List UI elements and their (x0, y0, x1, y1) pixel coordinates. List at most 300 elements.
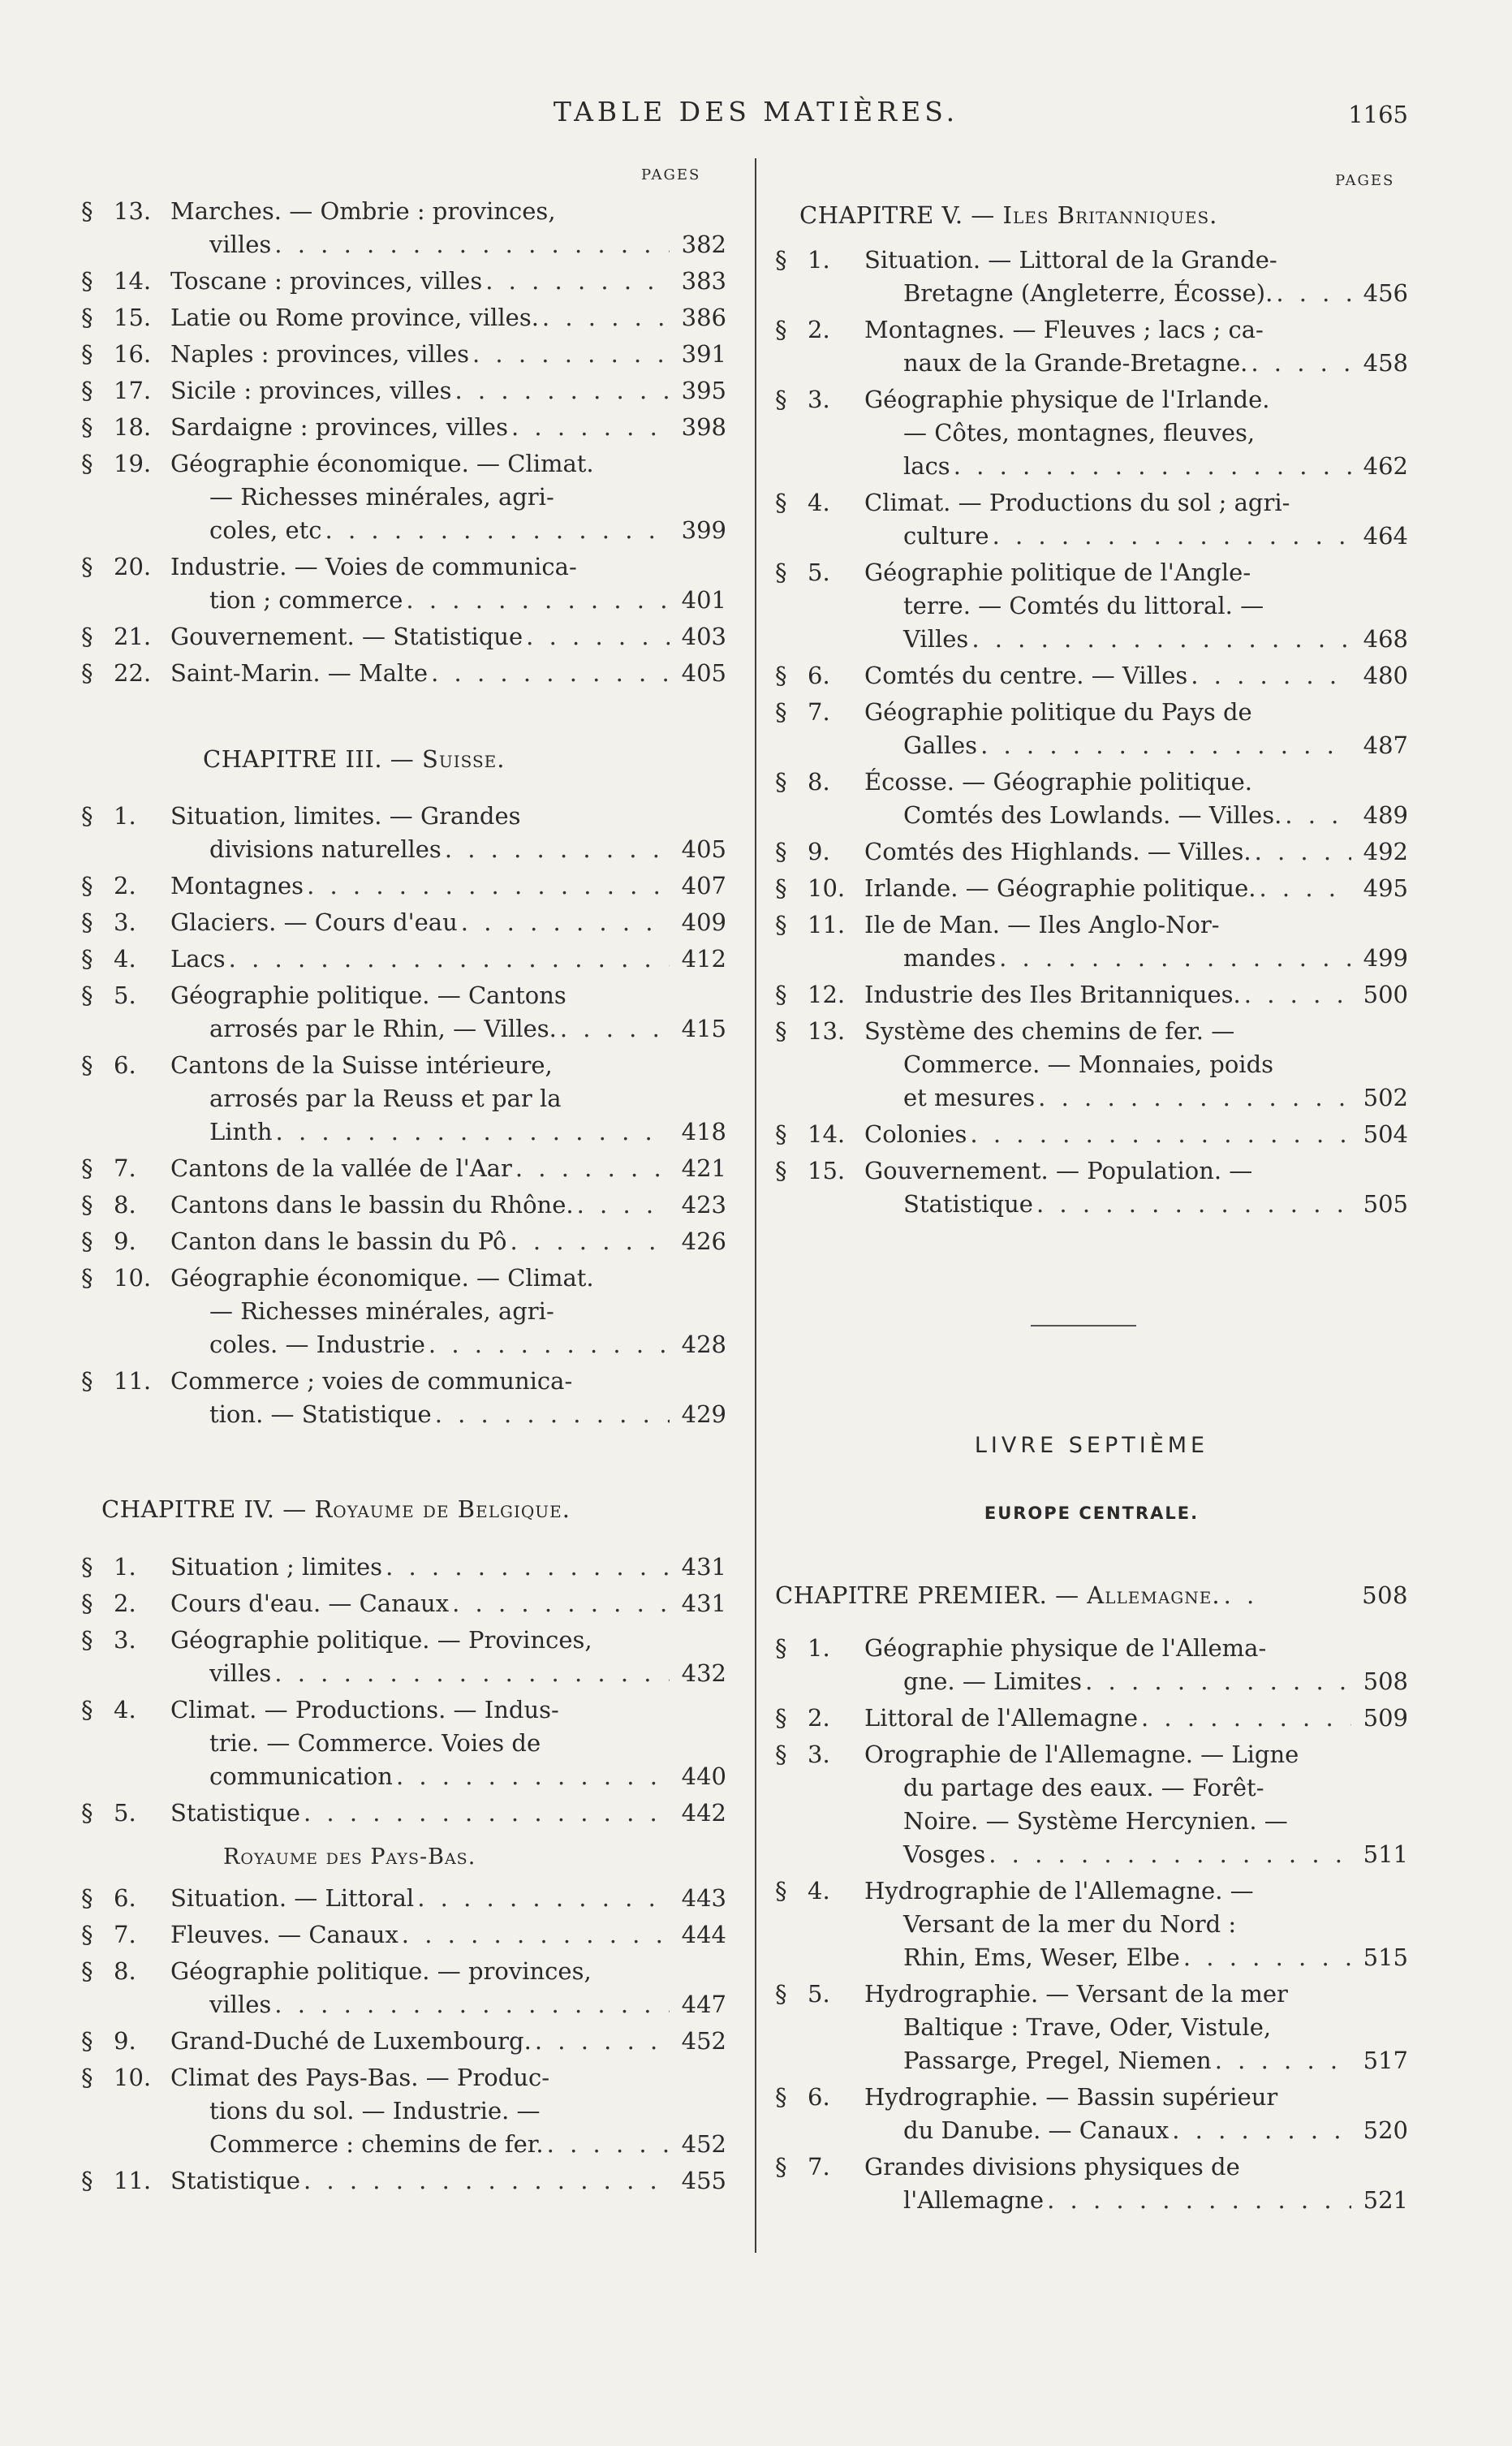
section-mark: § (81, 659, 93, 687)
section-mark: § (81, 2064, 93, 2091)
entry-line: du partage des eaux. — Forêt- (903, 1774, 1264, 1801)
section-number: 10. (114, 2064, 152, 2091)
running-title: TABLE DES MATIÈRES. (553, 96, 959, 127)
entry-line: coles. — Industrie (209, 1331, 425, 1358)
leader-dots (977, 729, 1351, 762)
section-mark: § (775, 1704, 787, 1732)
page-ref: 431 (681, 1590, 726, 1617)
entry-line: Situation. — Littoral (170, 1884, 415, 1912)
entry-text (170, 1551, 726, 1584)
entry-line: Hydrographie de l'Allemagne. — (864, 1877, 1254, 1905)
entry-text (864, 659, 1408, 692)
entry-text (864, 1874, 1408, 1974)
entry-line: Littoral de l'Allemagne (864, 1704, 1138, 1732)
toc-entry (81, 1551, 726, 1584)
section-number: 19. (114, 450, 152, 477)
chapter-heading-belgique: CHAPITRE IV. — Royaume de Belgique. (101, 1495, 571, 1523)
pages-label-right: PAGES (1335, 172, 1395, 189)
section-number: 21. (114, 623, 152, 650)
page-ref: 464 (1363, 522, 1408, 550)
entry-line: Climat des Pays-Bas. — Produc- (170, 2064, 550, 2091)
entry-line: Grand-Duché de Luxembourg. (170, 2027, 532, 2055)
toc-entry (775, 908, 1408, 975)
leader-dots (1035, 1081, 1351, 1115)
chapter-heading-suisse: CHAPITRE III. — Suisse. (203, 745, 506, 773)
entry-text (170, 301, 726, 334)
entry-line: lacs (903, 452, 950, 480)
page-ref: 426 (681, 1227, 726, 1255)
entry-text (170, 1693, 726, 1793)
page-ref: 468 (1363, 625, 1408, 653)
section-mark: § (775, 838, 787, 865)
page-ref: 399 (681, 516, 726, 544)
toc-entry (775, 1154, 1408, 1221)
leader-dots (393, 1760, 670, 1793)
page-ref: 499 (1363, 944, 1408, 972)
entry-text (864, 1632, 1408, 1698)
leader-dots (414, 1882, 670, 1915)
entry-text (170, 1918, 726, 1952)
section-mark: § (775, 246, 787, 274)
section-number: 3. (114, 1626, 136, 1654)
leader-dots (300, 2164, 670, 2198)
section-mark: § (775, 316, 787, 343)
leader-dots (1241, 978, 1351, 1012)
entry-line: Cantons dans le bassin du Rhône. (170, 1191, 574, 1219)
page-number: 1165 (1348, 101, 1408, 128)
toc-entry (81, 1365, 726, 1431)
leader-dots (271, 1988, 670, 2021)
entry-text (170, 1049, 726, 1149)
page-ref: 405 (681, 659, 726, 687)
entry-text (170, 1587, 726, 1620)
section-mark: § (775, 2083, 787, 2111)
section-number: 11. (114, 2167, 152, 2194)
entry-line: Hydrographie. — Versant de la mer (864, 1980, 1288, 2008)
entry-line: Naples : provinces, villes (170, 340, 469, 368)
entry-text (864, 835, 1408, 869)
section-number: 6. (808, 662, 830, 689)
entry-text (864, 908, 1408, 975)
entry-text (864, 1702, 1408, 1735)
entry-line: Latie ou Rome province, villes. (170, 304, 539, 331)
entry-line: Lacs (170, 945, 226, 973)
section-number: 4. (808, 1877, 830, 1905)
section-number: 10. (808, 874, 846, 902)
section-mark: § (81, 908, 93, 936)
entry-line: Glaciers. — Cours d'eau (170, 908, 458, 936)
toc-entry (775, 2150, 1408, 2217)
entry-line: Industrie. — Voies de communica- (170, 553, 577, 580)
page-ref: 455 (681, 2167, 726, 2194)
section-mark: § (775, 698, 787, 726)
section-mark: § (81, 1154, 93, 1182)
entry-line: Statistique (170, 1799, 300, 1827)
toc-entry (81, 800, 726, 866)
entry-text (864, 872, 1408, 905)
entry-line: Géographie politique. — Cantons (170, 981, 566, 1009)
leader-dots (322, 514, 670, 547)
page-ref: 440 (681, 1762, 726, 1790)
entry-line: Cantons de la Suisse intérieure, (170, 1051, 553, 1079)
section-mark: § (775, 911, 787, 938)
section-mark: § (81, 340, 93, 368)
subheading-pays-bas: Royaume des Pays-Bas. (223, 1844, 476, 1870)
entry-line: tions du sol. — Industrie. — (209, 2097, 541, 2125)
entry-line: Canton dans le bassin du Pô (170, 1227, 507, 1255)
entry-line: villes (209, 231, 272, 258)
entry-line: Noire. — Système Hercynien. — (903, 1807, 1288, 1835)
leader-dots (574, 1188, 670, 1222)
section-number: 14. (114, 267, 152, 295)
leader-dots (469, 338, 670, 371)
section-mark: § (775, 874, 787, 902)
book-title: LIVRE SEPTIÈME (974, 1433, 1209, 1458)
page-ref: 500 (1363, 981, 1408, 1008)
entry-line: Géographie physique de l'Allema- (864, 1634, 1267, 1662)
entry-line: culture (903, 522, 989, 550)
section-number: 1. (114, 1553, 136, 1581)
leader-dots (1187, 659, 1351, 692)
section-mark: § (81, 1227, 93, 1255)
leader-dots (1247, 347, 1351, 380)
toc-entry (81, 1882, 726, 1915)
entry-text (864, 1154, 1408, 1221)
section-number: 9. (114, 2027, 136, 2055)
entry-text (864, 766, 1408, 832)
leader-dots (226, 943, 670, 976)
section-mark: § (81, 945, 93, 973)
entry-line: divisions naturelles (209, 835, 442, 863)
leader-dots (532, 2025, 670, 2058)
entry-line: Géographie politique du Pays de (864, 698, 1252, 726)
entry-line: Ile de Man. — Iles Anglo-Nor- (864, 911, 1220, 938)
section-number: 4. (808, 489, 830, 516)
entry-text (864, 486, 1408, 553)
toc-entry (775, 1632, 1408, 1698)
section-number: 8. (114, 1191, 136, 1219)
section-number: 9. (114, 1227, 136, 1255)
entry-line: Géographie politique. — Provinces, (170, 1626, 592, 1654)
entry-text (170, 1262, 726, 1361)
section-number: 5. (114, 1799, 136, 1827)
toc-entry (775, 978, 1408, 1012)
chapter-heading-iles-britanniques: CHAPITRE V. — Iles Britanniques. (799, 201, 1218, 229)
chapter-page: 508 (1362, 1581, 1408, 1609)
leader-dots (557, 1012, 670, 1046)
section-mark: § (775, 386, 787, 413)
page-ref: 520 (1363, 2116, 1408, 2144)
page-ref: 511 (1363, 1840, 1408, 1868)
leader-dots (996, 942, 1351, 975)
page-ref: 391 (681, 340, 726, 368)
entry-line: naux de la Grande-Bretagne. (903, 349, 1248, 377)
entry-line: Comtés des Lowlands. — Villes. (903, 801, 1282, 829)
entry-line: terre. — Comtés du littoral. — (903, 592, 1264, 619)
leader-dots (449, 1587, 670, 1620)
section-mark: § (775, 1741, 787, 1768)
leader-dots (1180, 1941, 1351, 1974)
page-ref: 495 (1363, 874, 1408, 902)
entry-line: Comtés des Highlands. — Villes. (864, 838, 1251, 865)
entry-line: Rhin, Ems, Weser, Elbe (903, 1943, 1180, 1971)
leader-dots (968, 623, 1351, 656)
entry-line: et mesures (903, 1084, 1036, 1111)
entry-text (864, 2150, 1408, 2217)
leader-dots (398, 1918, 670, 1952)
page-ref: 421 (681, 1154, 726, 1182)
entry-line: Montagnes (170, 872, 304, 899)
entry-line: Climat. — Productions. — Indus- (170, 1696, 559, 1723)
section-mark: § (81, 1051, 93, 1079)
toc-entry (81, 301, 726, 334)
section-mark: § (775, 662, 787, 689)
entry-line: Système des chemins de fer. — (864, 1017, 1235, 1045)
section-number: 15. (114, 304, 152, 331)
leader-dots (403, 584, 670, 617)
section-mark: § (775, 768, 787, 796)
page-ref: 405 (681, 835, 726, 863)
book-subtitle: EUROPE CENTRALE. (984, 1503, 1200, 1523)
toc-entry (81, 338, 726, 371)
toc-entry (775, 659, 1408, 692)
section-mark: § (81, 1626, 93, 1654)
entry-text (170, 411, 726, 444)
entry-line: Galles (903, 731, 978, 759)
toc-entry (775, 766, 1408, 832)
section-mark: § (81, 2167, 93, 2194)
leader-dots (544, 2128, 670, 2161)
entry-line: Grandes divisions physiques de (864, 2153, 1240, 2181)
entry-line: Gouvernement. — Statistique (170, 623, 523, 650)
leader-dots (512, 1152, 670, 1185)
page-ref: 395 (681, 377, 726, 404)
entry-line: Marches. — Ombrie : provinces, (170, 197, 556, 225)
section-mark: § (81, 1921, 93, 1948)
toc-entry (81, 1587, 726, 1620)
page-ref: 462 (1363, 452, 1408, 480)
section-number: 2. (808, 316, 830, 343)
page-ref: 423 (681, 1191, 726, 1219)
entry-text (864, 244, 1408, 310)
leader-dots (1082, 1665, 1351, 1698)
entry-line: Situation ; limites (170, 1553, 383, 1581)
page-ref: 452 (681, 2027, 726, 2055)
section-number: 13. (808, 1017, 846, 1045)
page-ref: 442 (681, 1799, 726, 1827)
leader-dots (985, 1838, 1351, 1871)
toc-entry (81, 1152, 726, 1185)
section-mark: § (81, 981, 93, 1009)
entry-text (170, 374, 726, 408)
section-number: 3. (808, 386, 830, 413)
leader-dots (382, 1551, 670, 1584)
toc-entry (81, 943, 726, 976)
entry-line: Linth (209, 1118, 273, 1145)
entry-text (170, 869, 726, 903)
entry-line: communication (209, 1762, 393, 1790)
section-number: 3. (114, 908, 136, 936)
page-ref: 418 (681, 1118, 726, 1145)
section-mark: § (775, 1980, 787, 2008)
leader-dots (271, 1657, 670, 1690)
section-mark: § (81, 802, 93, 830)
entry-line: coles, etc (209, 516, 322, 544)
entry-line: — Côtes, montagnes, fleuves, (903, 419, 1256, 446)
leader-dots (539, 301, 670, 334)
section-mark: § (81, 377, 93, 404)
page-ref: 382 (681, 231, 726, 258)
leader-dots (523, 620, 670, 654)
entry-text (170, 906, 726, 939)
entry-line: Commerce : chemins de fer. (209, 2130, 544, 2158)
page-ref: 403 (681, 623, 726, 650)
toc-entry (775, 244, 1408, 310)
section-number: 17. (114, 377, 152, 404)
page-ref: 386 (681, 304, 726, 331)
entry-text (170, 265, 726, 298)
page-ref: 508 (1363, 1667, 1408, 1695)
section-number: 7. (808, 698, 830, 726)
toc-entry (775, 556, 1408, 656)
column-divider (755, 158, 756, 2253)
toc-entry (775, 835, 1408, 869)
entry-line: Cantons de la vallée de l'Aar (170, 1154, 512, 1182)
section-number: 12. (808, 981, 846, 1008)
entry-text (864, 696, 1408, 762)
entry-line: mandes (903, 944, 997, 972)
toc-entry (81, 2164, 726, 2198)
entry-text (170, 657, 726, 690)
entry-line: Irlande. — Géographie politique. (864, 874, 1256, 902)
entry-text (864, 383, 1408, 483)
page-ref: 409 (681, 908, 726, 936)
section-number: 5. (808, 559, 830, 586)
entry-line: trie. — Commerce. Voies de (209, 1729, 541, 1757)
section-number: 4. (114, 1696, 136, 1723)
page-ref: 401 (681, 586, 726, 614)
entry-text (170, 1365, 726, 1431)
toc-entry (81, 1797, 726, 1830)
entry-text (170, 1955, 726, 2021)
section-mark: § (81, 267, 93, 295)
toc-entry (81, 550, 726, 617)
entry-text (864, 1738, 1408, 1871)
section-number: 2. (114, 872, 136, 899)
section-number: 1. (808, 246, 830, 274)
section-mark: § (81, 1590, 93, 1617)
entry-line: Villes (903, 625, 969, 653)
leader-dots (1044, 2184, 1351, 2217)
entry-line: Fleuves. — Canaux (170, 1921, 398, 1948)
entry-text (170, 1624, 726, 1690)
entry-line: Sicile : provinces, villes (170, 377, 452, 404)
entry-line: villes (209, 1991, 272, 2018)
entry-text (864, 2081, 1408, 2147)
section-mark: § (81, 623, 93, 650)
section-mark: § (81, 1264, 93, 1292)
leader-dots (452, 374, 670, 408)
leader-dots (273, 1115, 670, 1149)
toc-entry (775, 1738, 1408, 1871)
section-mark: § (775, 1877, 787, 1905)
entry-line: Cours d'eau. — Canaux (170, 1590, 450, 1617)
entry-line: Montagnes. — Fleuves ; lacs ; ca- (864, 316, 1264, 343)
page-ref: 429 (681, 1400, 726, 1428)
page-ref: 452 (681, 2130, 726, 2158)
section-mark: § (81, 1957, 93, 1985)
page-ref: 505 (1363, 1190, 1408, 1218)
page-ref: 383 (681, 267, 726, 295)
entry-text (170, 1188, 726, 1222)
entry-line: Sardaigne : provinces, villes (170, 413, 508, 441)
leader-dots (508, 411, 670, 444)
leader-dots (482, 265, 670, 298)
toc-entry (775, 1702, 1408, 1735)
toc-entry (775, 313, 1408, 380)
section-mark: § (775, 559, 787, 586)
toc-entry (81, 1049, 726, 1149)
section-number: 2. (114, 1590, 136, 1617)
entry-line: Baltique : Trave, Oder, Vistule, (903, 2013, 1272, 2041)
toc-entry (81, 1624, 726, 1690)
entry-line: gne. — Limites (903, 1667, 1083, 1695)
entry-text (170, 2164, 726, 2198)
entry-text (170, 979, 726, 1046)
toc-entry (775, 383, 1408, 483)
entry-line: — Richesses minérales, agri- (209, 483, 554, 511)
section-number: 9. (808, 838, 830, 865)
leader-dots (989, 520, 1351, 553)
section-number: 2. (808, 1704, 830, 1732)
entry-text (170, 2061, 726, 2161)
section-mark: § (775, 1120, 787, 1148)
page-ref: 509 (1363, 1704, 1408, 1732)
section-number: 7. (114, 1921, 136, 1948)
toc-entry (81, 1262, 726, 1361)
page-ref: 444 (681, 1921, 726, 1948)
toc-entry (81, 906, 726, 939)
toc-entry (81, 374, 726, 408)
entry-text (170, 338, 726, 371)
entry-text (864, 313, 1408, 380)
entry-line: Géographie économique. — Climat. (170, 1264, 594, 1292)
toc-entry (81, 1918, 726, 1952)
leader-dots (425, 1328, 670, 1361)
leader-dots (1282, 799, 1351, 832)
entry-line: Géographie physique de l'Irlande. (864, 386, 1270, 413)
entry-text (170, 620, 726, 654)
entry-text (170, 1225, 726, 1258)
section-number: 8. (114, 1957, 136, 1985)
section-mark: § (81, 2027, 93, 2055)
page-header (0, 96, 1512, 145)
toc-entry (81, 411, 726, 444)
section-number: 18. (114, 413, 152, 441)
leader-dots (1251, 835, 1351, 869)
leader-dots (950, 450, 1351, 483)
entry-line: villes (209, 1659, 272, 1687)
entry-text (170, 447, 726, 547)
page-ref: 447 (681, 1991, 726, 2018)
page-ref: 431 (681, 1553, 726, 1581)
entry-line: tion ; commerce (209, 586, 403, 614)
entry-line: Géographie politique. — provinces, (170, 1957, 592, 1985)
leader-dots (271, 228, 670, 261)
section-mark: § (81, 304, 93, 331)
entry-line: tion. — Statistique (209, 1400, 432, 1428)
entry-text (170, 1882, 726, 1915)
